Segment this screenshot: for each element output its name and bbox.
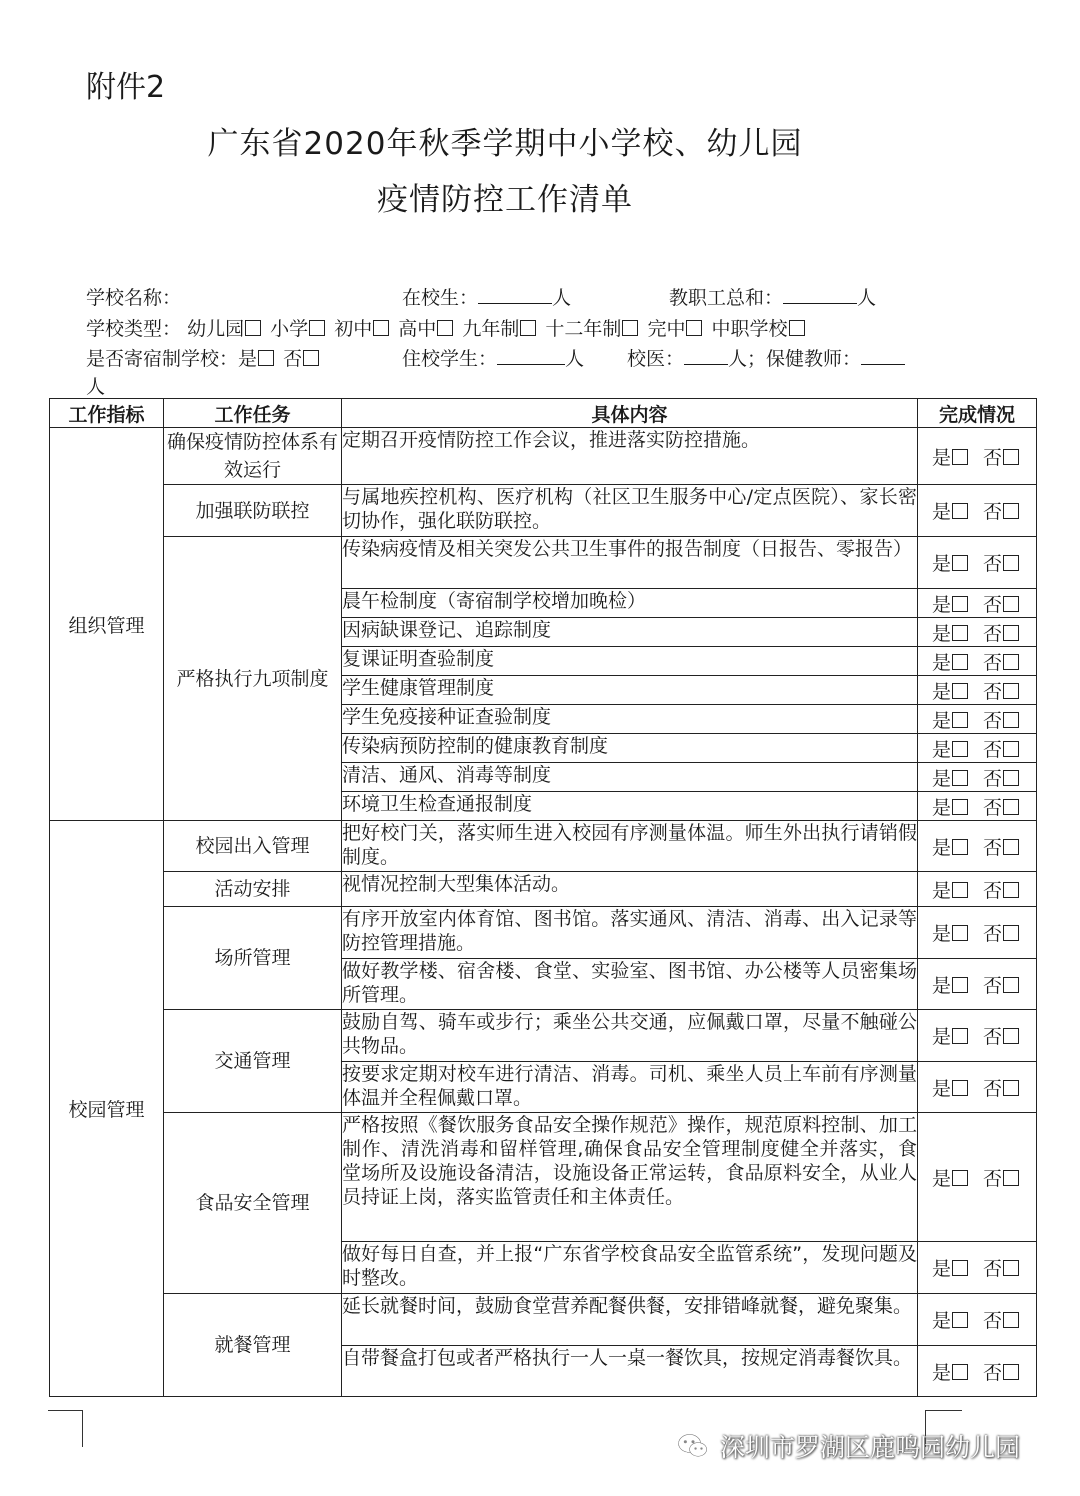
status-cell[interactable]: 是 否 — [918, 1062, 1037, 1113]
school-type-option[interactable]: 小学 — [270, 318, 328, 340]
checkbox — [1003, 799, 1019, 815]
status-cell[interactable]: 是 否 — [918, 1242, 1037, 1294]
checkbox — [1003, 741, 1019, 757]
content-cell: 学生免疫接种证查验制度 — [342, 705, 918, 734]
checkbox — [1003, 555, 1019, 571]
checkbox — [1003, 596, 1019, 612]
school-name-label: 学校名称： — [86, 287, 182, 309]
status-cell[interactable]: 是 否 — [918, 763, 1037, 792]
school-type-option[interactable]: 九年制 — [462, 318, 539, 340]
status-cell[interactable]: 是 否 — [918, 907, 1037, 959]
checkbox — [952, 770, 968, 786]
checkbox — [1003, 1312, 1019, 1328]
status-cell[interactable]: 是 否 — [918, 705, 1037, 734]
checkbox — [1003, 449, 1019, 465]
checkbox — [1003, 625, 1019, 641]
content-cell: 鼓励自驾、骑车或步行；乘坐公共交通，应佩戴口罩，尽量不触碰公共物品。 — [342, 1010, 918, 1062]
school-type-option[interactable]: 中职学校 — [712, 318, 808, 340]
status-cell[interactable]: 是 否 — [918, 618, 1037, 647]
attachment-label: 附件2 — [86, 70, 166, 105]
school-type-option[interactable]: 初中 — [334, 318, 392, 340]
table-row — [50, 872, 1037, 907]
checkbox — [245, 320, 261, 336]
table-row — [50, 1113, 1037, 1242]
doctor-unit: 人； — [728, 348, 767, 370]
school-type-label: 学校类型： — [86, 318, 182, 340]
checkbox — [1003, 1364, 1019, 1380]
task-cell: 活动安排 — [164, 872, 342, 907]
content-cell: 按要求定期对校车进行清洁、消毒。司机、乘坐人员上车前有序测量体温并全程佩戴口罩。 — [342, 1062, 918, 1113]
checkbox — [258, 350, 274, 366]
checkbox — [309, 320, 325, 336]
wechat-icon — [676, 1429, 710, 1463]
boarders-field — [402, 344, 584, 371]
students-label: 在校生： — [402, 287, 479, 309]
school-type-option[interactable]: 完中 — [647, 318, 705, 340]
watermark — [676, 1428, 1020, 1464]
boarding-label: 是否寄宿制学校： — [86, 348, 239, 370]
table-row — [50, 1010, 1037, 1062]
content-cell: 因病缺课登记、追踪制度 — [342, 618, 918, 647]
school-type-option[interactable]: 十二年制 — [545, 318, 641, 340]
doctor-label: 校医： — [627, 348, 685, 370]
status-cell[interactable]: 是 否 — [918, 1010, 1037, 1062]
content-cell: 严格按照《餐饮服务食品安全操作规范》操作，规范原料控制、加工制作、清洗消毒和留样管理,确保食品安全管理制度健全并落实，食堂场所及设施设备清洁，设施设备正常运转，食品原料安全，从业人员持证上岗，落实监管责任和主体责任。 — [342, 1113, 918, 1242]
table-row — [50, 537, 1037, 589]
content-cell: 复课证明查验制度 — [342, 647, 918, 676]
checkbox — [1003, 1260, 1019, 1276]
content-cell: 环境卫生检查通报制度 — [342, 792, 918, 821]
boarders-blank[interactable] — [497, 346, 565, 365]
content-cell: 把好校门关，落实师生进入校园有序测量体温。师生外出执行请销假制度。 — [342, 821, 918, 872]
status-cell[interactable]: 是 否 — [918, 959, 1037, 1010]
content-cell: 传染病预防控制的健康教育制度 — [342, 734, 918, 763]
boarding-field — [86, 344, 322, 371]
checkbox — [952, 555, 968, 571]
table-row — [50, 821, 1037, 872]
checkbox — [1003, 925, 1019, 941]
status-cell[interactable]: 是 否 — [918, 647, 1037, 676]
status-cell[interactable]: 是 否 — [918, 589, 1037, 618]
checkbox — [952, 683, 968, 699]
checkbox — [1003, 712, 1019, 728]
header-task: 工作任务 — [164, 399, 342, 428]
health-teacher-label: 保健教师： — [766, 348, 862, 370]
document-title: 广东省2020年秋季学期中小学校、幼儿园 — [207, 126, 803, 162]
status-cell[interactable]: 是 否 — [918, 428, 1037, 485]
checkbox — [1003, 654, 1019, 670]
checkbox — [952, 882, 968, 898]
boarders-label: 住校学生： — [402, 348, 498, 370]
status-cell[interactable]: 是 否 — [918, 1113, 1037, 1242]
task-cell: 加强联防联控 — [164, 485, 342, 537]
checkbox — [520, 320, 536, 336]
content-cell: 晨午检制度（寄宿制学校增加晚检） — [342, 589, 918, 618]
indicator-cell: 校园管理 — [50, 821, 164, 1397]
checkbox — [952, 799, 968, 815]
status-cell[interactable]: 是 否 — [918, 734, 1037, 763]
checkbox — [1003, 839, 1019, 855]
doctor-blank[interactable] — [684, 346, 728, 365]
checkbox — [952, 596, 968, 612]
task-cell: 就餐管理 — [164, 1294, 342, 1397]
content-cell: 传染病疫情及相关突发公共卫生事件的报告制度（日报告、零报告） — [342, 537, 918, 589]
students-unit: 人 — [552, 287, 572, 309]
task-cell: 食品安全管理 — [164, 1113, 342, 1294]
table-row — [50, 428, 1037, 485]
health-teacher-unit: 人 — [86, 376, 106, 398]
task-cell: 校园出入管理 — [164, 821, 342, 872]
header-status: 完成情况 — [918, 399, 1037, 428]
status-cell[interactable]: 是 否 — [918, 1346, 1037, 1397]
status-cell[interactable]: 是 否 — [918, 537, 1037, 589]
checkbox — [952, 503, 968, 519]
boarding-yes[interactable]: 是 — [238, 348, 277, 370]
checkbox — [622, 320, 638, 336]
task-cell: 交通管理 — [164, 1010, 342, 1113]
staff-blank[interactable] — [783, 285, 857, 304]
table-row — [50, 485, 1037, 537]
status-cell[interactable]: 是 否 — [918, 872, 1037, 907]
checkbox — [952, 625, 968, 641]
status-cell[interactable]: 是 否 — [918, 485, 1037, 537]
checkbox — [952, 1080, 968, 1096]
checkbox — [1003, 1080, 1019, 1096]
checklist-table — [49, 398, 1037, 1397]
checkbox — [1003, 770, 1019, 786]
boarders-unit: 人 — [565, 348, 585, 370]
staff-unit: 人 — [857, 287, 877, 309]
status-cell[interactable]: 是 否 — [918, 1294, 1037, 1346]
checkbox — [952, 654, 968, 670]
checkbox — [1003, 683, 1019, 699]
checkbox — [686, 320, 702, 336]
staff-field — [669, 283, 876, 310]
checkbox — [1003, 977, 1019, 993]
task-cell: 严格执行九项制度 — [164, 537, 342, 821]
status-cell[interactable]: 是 否 — [918, 792, 1037, 821]
checkbox — [952, 449, 968, 465]
status-cell[interactable]: 是 否 — [918, 676, 1037, 705]
checkbox — [1003, 1028, 1019, 1044]
students-field — [402, 283, 571, 310]
status-cell[interactable]: 是 否 — [918, 821, 1037, 872]
content-cell: 做好每日自查，并上报“广东省学校食品安全监管系统”，发现问题及时整改。 — [342, 1242, 918, 1294]
school-type-option[interactable]: 高中 — [398, 318, 456, 340]
checkbox — [952, 839, 968, 855]
checkbox — [952, 741, 968, 757]
table-header-row — [50, 399, 1037, 428]
task-cell: 场所管理 — [164, 907, 342, 1010]
document-subtitle: 疫情防控工作清单 — [377, 182, 633, 218]
checkbox — [952, 925, 968, 941]
content-cell: 定期召开疫情防控工作会议，推进落实防控措施。 — [342, 428, 918, 485]
checkbox — [1003, 503, 1019, 519]
header-indicator: 工作指标 — [50, 399, 164, 428]
checkbox — [303, 350, 319, 366]
school-type-field — [86, 314, 808, 341]
table-row — [50, 1294, 1037, 1346]
checkbox — [1003, 1170, 1019, 1186]
checkbox — [952, 1260, 968, 1276]
task-cell: 确保疫情防控体系有效运行 — [164, 428, 342, 485]
checkbox — [952, 1028, 968, 1044]
students-blank[interactable] — [478, 285, 552, 304]
checkbox — [952, 977, 968, 993]
content-cell: 延长就餐时间，鼓励食堂营养配餐供餐，安排错峰就餐，避免聚集。 — [342, 1294, 918, 1346]
checkbox — [952, 712, 968, 728]
content-cell: 学生健康管理制度 — [342, 676, 918, 705]
content-cell: 自带餐盒打包或者严格执行一人一桌一餐饮具，按规定消毒餐饮具。 — [342, 1346, 918, 1397]
staff-label: 教职工总和： — [669, 287, 784, 309]
watermark-text: 深圳市罗湖区鹿鸣园幼儿园 — [720, 1433, 1021, 1462]
crop-mark-left — [48, 1410, 83, 1447]
content-cell: 做好教学楼、宿舍楼、食堂、实验室、图书馆、办公楼等人员密集场所管理。 — [342, 959, 918, 1010]
content-cell: 视情况控制大型集体活动。 — [342, 872, 918, 907]
school-type-option[interactable]: 幼儿园 — [187, 318, 264, 340]
checkbox — [952, 1364, 968, 1380]
checkbox — [1003, 882, 1019, 898]
checkbox — [952, 1312, 968, 1328]
content-cell: 有序开放室内体育馆、图书馆。落实通风、清洁、消毒、出入记录等防控管理措施。 — [342, 907, 918, 959]
checkbox — [373, 320, 389, 336]
health-teacher-blank[interactable] — [861, 346, 905, 365]
header-content: 具体内容 — [342, 399, 918, 428]
checkbox — [789, 320, 805, 336]
content-cell: 清洁、通风、消毒等制度 — [342, 763, 918, 792]
school-name-field — [86, 283, 181, 310]
boarding-no[interactable]: 否 — [283, 348, 322, 370]
indicator-cell: 组织管理 — [50, 428, 164, 821]
content-cell: 与属地疾控机构、医疗机构（社区卫生服务中心/定点医院）、家长密切协作，强化联防联控。 — [342, 485, 918, 537]
checkbox — [437, 320, 453, 336]
doctor-field — [627, 344, 905, 371]
checkbox — [952, 1170, 968, 1186]
table-row — [50, 907, 1037, 959]
